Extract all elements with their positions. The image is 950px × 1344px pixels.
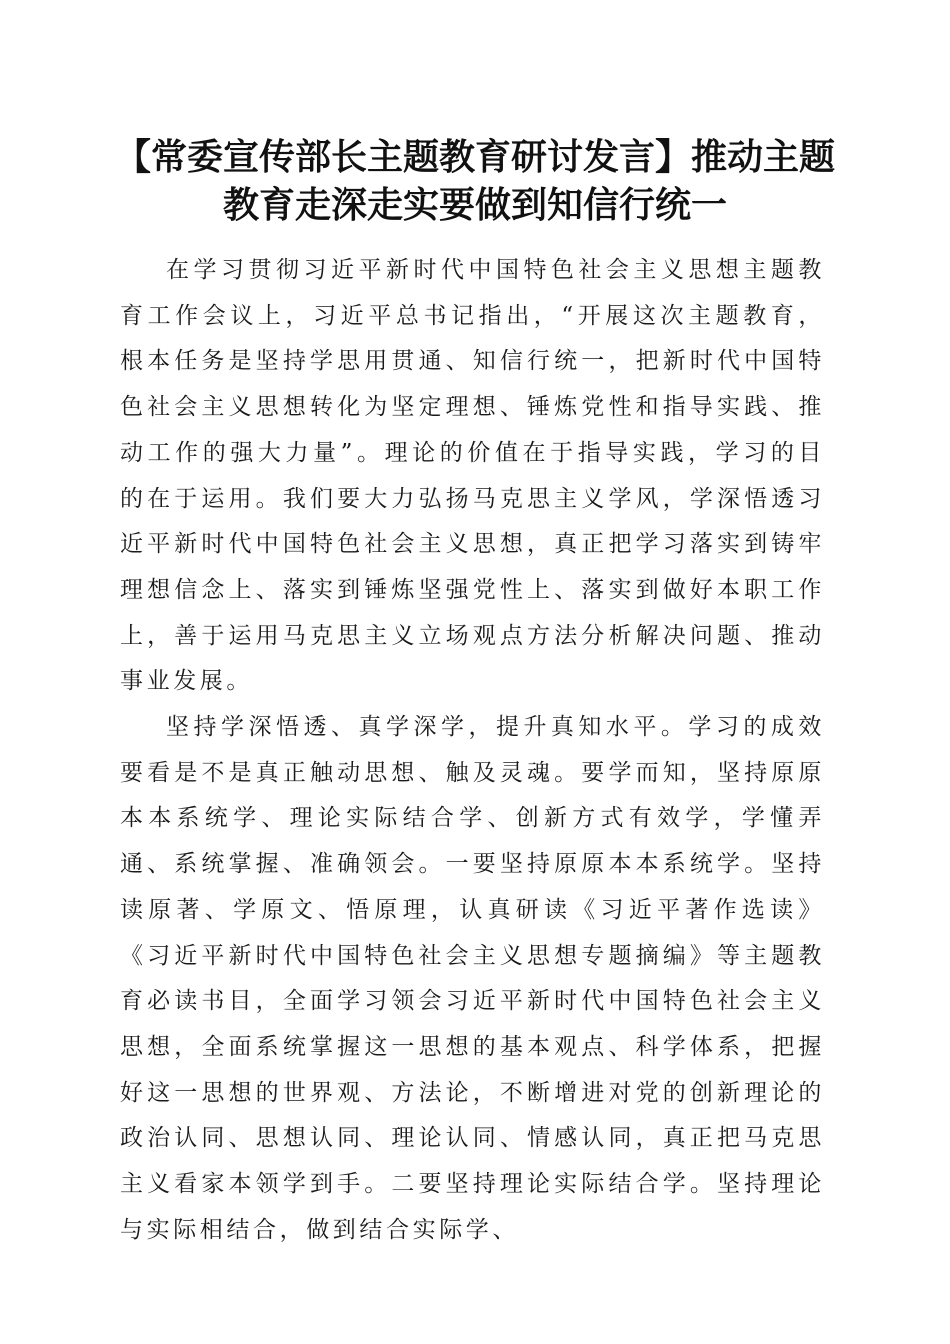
paragraph: 坚持学深悟透、真学深学，提升真知水平。学习的成效要看是不是真正触动思想、触及灵魂。要学而知，坚持原原本本系统学、理论实际结合学、创新方式有效学，学懂弄通、系统掌握、准确领会。一要坚持原原本本系统学。坚持读原著、学原文、悟原理，认真研读《习近平著作选读》《习近平新时代中国特色社会主义思想专题摘编》等主题教育必读书目，全面学习领会习近平新时代中国特色社会主义思想，全面系统掌握这一思想的基本观点、科学体系，把握好这一思想的世界观、方法论，不断增进对党的创新理论的政治认同、思想认同、理论认同、情感认同，真正把马克思主义看家本领学到手。二要坚持理论实际结合学。坚持理论与实际相结合，做到结合实际学、	[120, 714, 825, 1243]
paragraph: 在学习贯彻习近平新时代中国特色社会主义思想主题教育工作会议上，习近平总书记指出，“开展这次主题教育，根本任务是坚持学思用贯通、知信行统一，把新时代中国特色社会主义思想转化为坚定理想、锤炼党性和指导实践、推动工作的强大力量”。理论的价值在于指导实践，学习的目的在于运用。我们要大力弘扬马克思主义学风，学深悟透习近平新时代中国特色社会主义思想，真正把学习落实到铸牢理想信念上、落实到锤炼坚强党性上、落实到做好本职工作上，善于运用马克思主义立场观点方法分析解决问题、推动事业发展。	[120, 257, 825, 695]
document-body	[120, 248, 825, 1253]
document-title: 【常委宣传部长主题教育研讨发言】推动主题教育走深走实要做到知信行统一	[114, 136, 835, 226]
